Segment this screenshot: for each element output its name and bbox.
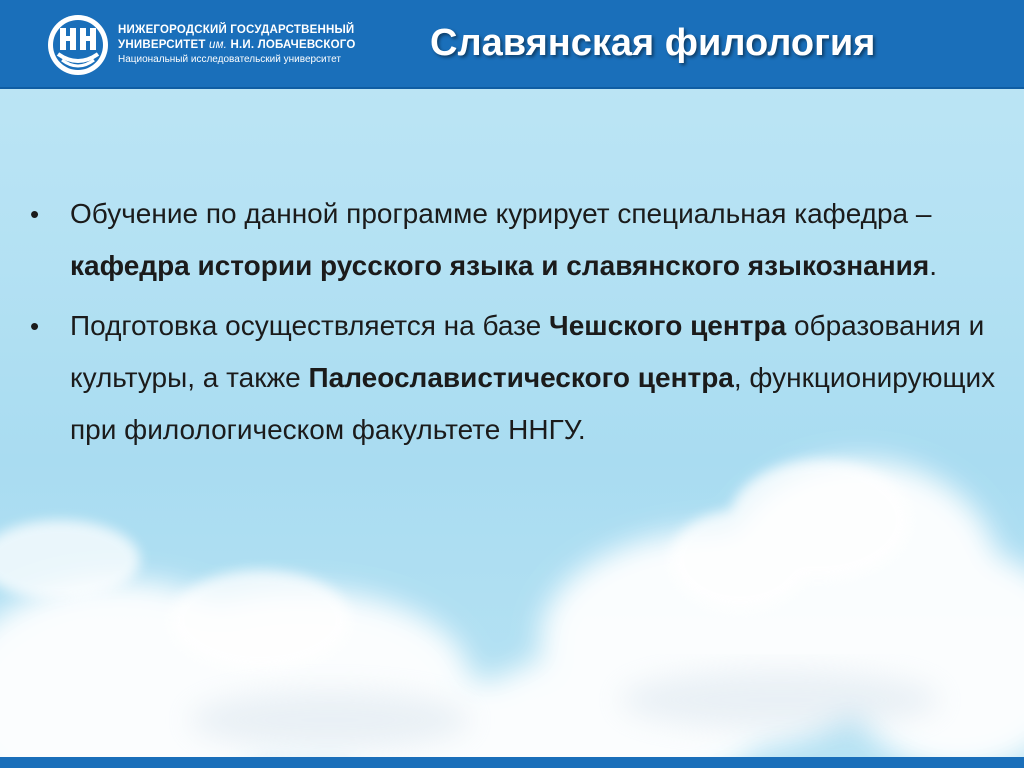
bullet-item [30,300,1010,456]
slide-title: Славянская филология [430,22,876,64]
university-subtitle: Национальный исследовательский университет [118,54,341,65]
university-name-line2: УНИВЕРСИТЕТ им. Н.И. ЛОБАЧЕВСКОГО [118,39,356,51]
footer-bar [0,757,1024,768]
bullet-text: образования и культуры, а также [70,310,985,393]
university-name [118,23,355,67]
bullet-bold-text: кафедра истории русского языка и славянского языкознания [70,250,930,281]
slide-content [30,188,1010,464]
bullet-item [30,188,1010,292]
bullet-text: , функционирующих при филологическом факультете ННГУ. [70,362,996,445]
university-name-line1: НИЖЕГОРОДСКИЙ ГОСУДАРСТВЕННЫЙ [118,24,355,36]
bullet-marker: • [30,199,40,229]
bullet-bold-text: Чешского центра [549,310,787,341]
bullet-text: . [929,250,937,281]
bullet-text: Обучение по данной программе курирует специальная кафедра – [70,198,932,229]
header-bar [0,0,1024,89]
bullet-text: Подготовка осуществляется на базе [70,310,550,341]
university-logo-icon [46,14,110,76]
bullet-bold-text: Палеославистического центра [308,362,734,393]
bullet-marker: • [30,311,40,341]
